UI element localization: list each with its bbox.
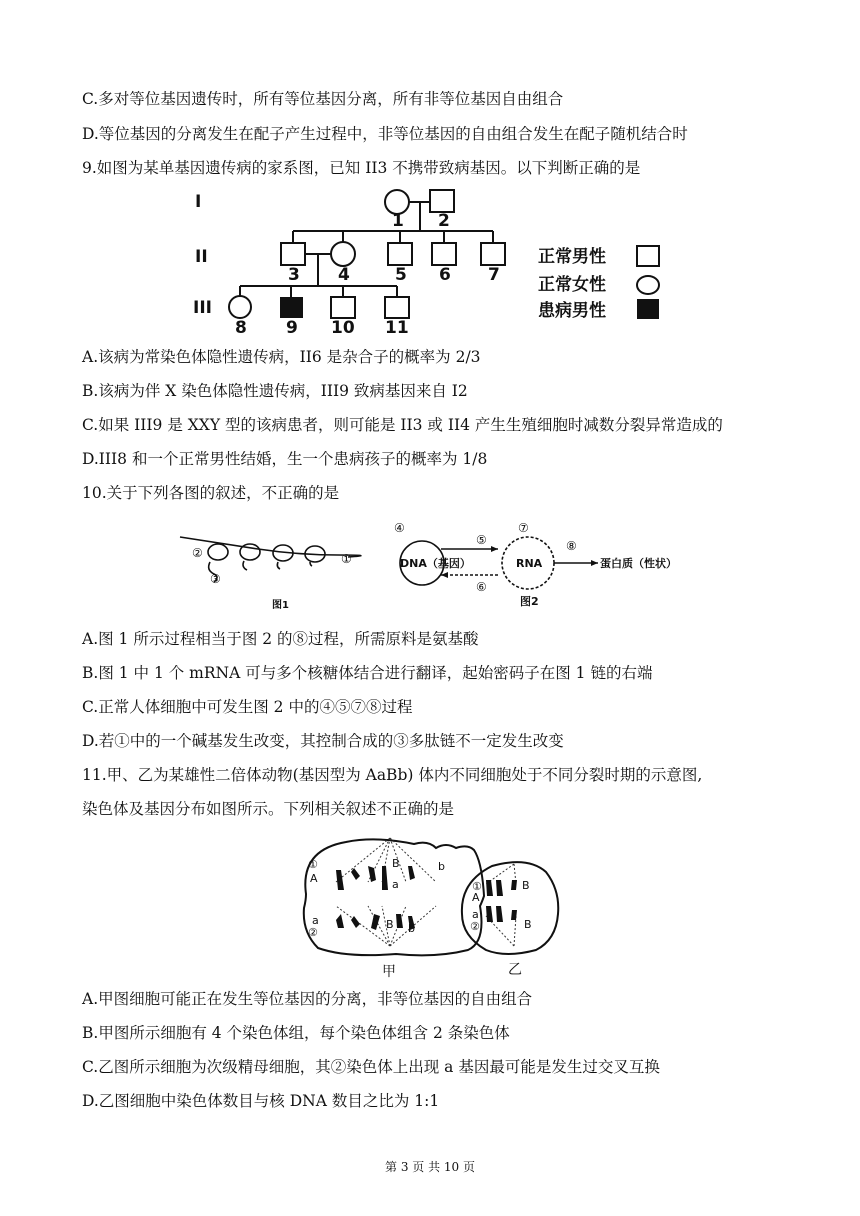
cell-division-diagram: [296, 832, 576, 980]
q11-option-a: A.甲图细胞可能正在发生等位基因的分离，非等位基因的自由组合: [82, 990, 533, 1008]
pedigree-diagram: [185, 183, 675, 333]
svg-text:②: ②: [470, 920, 480, 933]
svg-text:B: B: [522, 879, 530, 892]
svg-text:5: 5: [395, 265, 407, 285]
svg-text:A: A: [310, 872, 318, 885]
svg-text:3: 3: [288, 265, 300, 285]
svg-text:9: 9: [286, 318, 298, 333]
svg-text:患病男性: 患病男性: [538, 301, 606, 321]
svg-text:⑧: ⑧: [566, 539, 577, 553]
svg-text:10: 10: [331, 318, 355, 333]
option-c-prev: C.多对等位基因遗传时，所有等位基因分离，所有非等位基因自由组合: [82, 90, 564, 108]
svg-text:6: 6: [439, 265, 451, 285]
svg-text:4: 4: [338, 265, 350, 285]
svg-text:③: ③: [210, 572, 221, 586]
svg-text:正常男性: 正常男性: [538, 247, 606, 267]
svg-text:B: B: [392, 857, 400, 870]
option-d-prev: D.等位基因的分离发生在配子产生过程中，非等位基因的自由组合发生在配子随机结合时: [82, 125, 688, 143]
q11-option-b: B.甲图所示细胞有 4 个染色体组，每个染色体组含 2 条染色体: [82, 1024, 510, 1042]
translation-diagram: [178, 517, 688, 617]
q10-option-b: B.图 1 中 1 个 mRNA 可与多个核糖体结合进行翻译，起始密码子在图 1 链的右端: [82, 664, 653, 682]
svg-text:②: ②: [308, 926, 318, 939]
q11-option-c: C.乙图所示细胞为次级精母细胞，其②染色体上出现 a 基因最可能是发生过交叉互换: [82, 1058, 660, 1076]
svg-text:2: 2: [438, 211, 450, 231]
svg-text:a: a: [312, 914, 319, 927]
svg-text:①: ①: [341, 552, 352, 566]
svg-text:B: B: [524, 918, 532, 931]
svg-text:①: ①: [308, 858, 318, 871]
svg-text:a: a: [392, 878, 399, 891]
svg-text:乙: 乙: [508, 962, 522, 978]
svg-text:④: ④: [394, 521, 405, 535]
svg-text:图1: 图1: [272, 600, 289, 611]
q9-option-a: A.该病为常染色体隐性遗传病，II6 是杂合子的概率为 2/3: [82, 348, 481, 366]
svg-text:I: I: [195, 192, 202, 212]
svg-text:DNA（基因）: DNA（基因）: [400, 557, 471, 570]
legend-affected-icon: [637, 299, 659, 319]
q11-option-d: D.乙图细胞中染色体数目与核 DNA 数目之比为 1:1: [82, 1092, 440, 1110]
svg-text:①: ①: [472, 880, 482, 893]
svg-text:正常女性: 正常女性: [538, 275, 606, 295]
svg-text:蛋白质（性状）: 蛋白质（性状）: [600, 557, 677, 570]
svg-text:⑤: ⑤: [476, 533, 487, 547]
svg-text:⑥: ⑥: [476, 580, 487, 594]
question-9: 9.如图为某单基因遗传病的家系图，已知 II3 不携带致病基因。以下判断正确的是: [82, 159, 641, 177]
svg-text:8: 8: [235, 318, 247, 333]
svg-text:7: 7: [488, 265, 500, 285]
svg-text:1: 1: [392, 211, 404, 231]
svg-text:a: a: [472, 908, 479, 921]
q9-option-b: B.该病为伴 X 染色体隐性遗传病，III9 致病基因来自 I2: [82, 382, 468, 400]
question-10: 10.关于下列各图的叙述，不正确的是: [82, 484, 340, 502]
q9-option-d: D.III8 和一个正常男性结婚，生一个患病孩子的概率为 1/8: [82, 450, 488, 468]
svg-text:b: b: [408, 922, 415, 935]
svg-text:②: ②: [192, 546, 203, 560]
svg-text:II: II: [195, 247, 208, 267]
svg-text:甲: 甲: [382, 964, 396, 980]
svg-text:b: b: [438, 860, 445, 873]
svg-text:图2: 图2: [520, 595, 539, 608]
svg-text:RNA: RNA: [516, 557, 543, 570]
page-footer: 第 3 页 共 10 页: [385, 1160, 475, 1174]
question-11: 11.甲、乙为某雄性二倍体动物(基因型为 AaBb) 体内不同细胞处于不同分裂时期的示意图,: [82, 766, 703, 784]
affected-male-9: [280, 297, 303, 318]
svg-text:A: A: [472, 891, 480, 904]
question-11-cont: 染色体及基因分布如图所示。下列相关叙述不正确的是: [82, 800, 455, 818]
svg-text:11: 11: [385, 318, 409, 333]
svg-text:B: B: [386, 918, 394, 931]
svg-text:III: III: [193, 298, 212, 318]
q10-option-c: C.正常人体细胞中可发生图 2 中的④⑤⑦⑧过程: [82, 698, 413, 716]
q9-option-c: C.如果 III9 是 XXY 型的该病患者，则可能是 II3 或 II4 产生生殖细胞时减数分裂异常造成的: [82, 416, 723, 434]
q10-option-a: A.图 1 所示过程相当于图 2 的⑧过程，所需原料是氨基酸: [82, 630, 479, 648]
svg-text:⑦: ⑦: [518, 521, 529, 535]
q10-option-d: D.若①中的一个碱基发生改变，其控制合成的③多肽链不一定发生改变: [82, 732, 564, 750]
